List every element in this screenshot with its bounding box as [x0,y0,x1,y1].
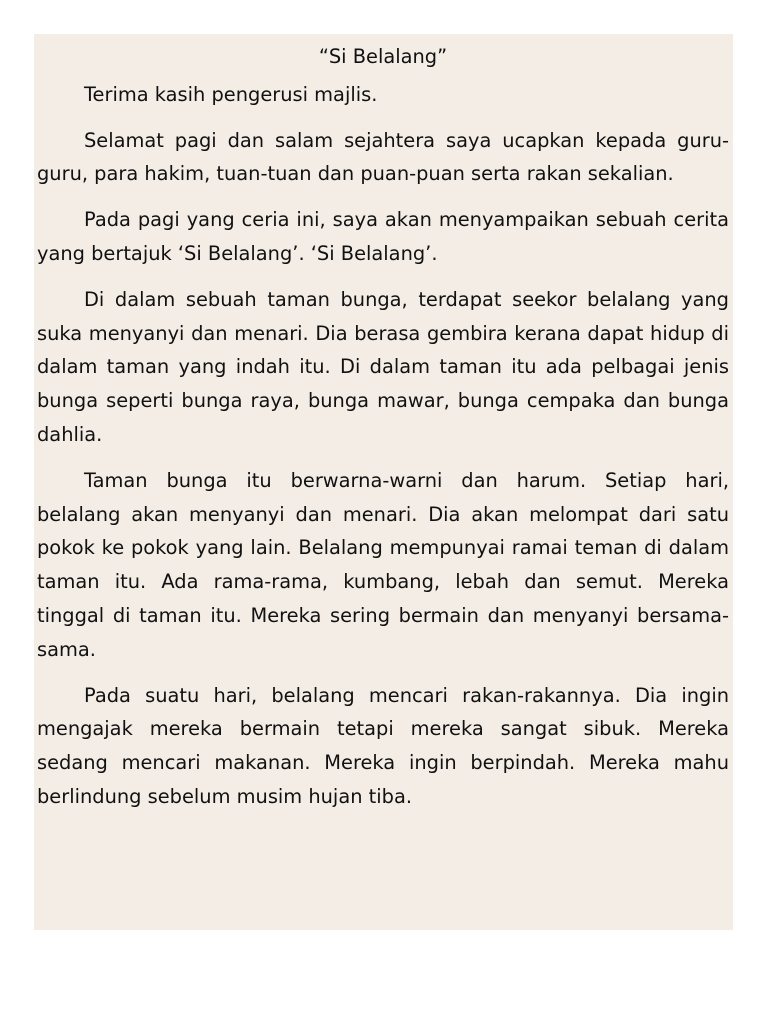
document-text [37,40,729,826]
paragraph-greeting-chair: Terima kasih pengerusi majlis. [84,82,378,106]
paragraph-story-friends: Taman bunga itu berwarna-warni dan harum. Setiap hari, belalang akan menyanyi dan menari. Dia akan melompat dari satu pokok ke pokok yang lain. Belalang mempunyai ramai teman di dalam taman itu. Ada rama-rama, kumbang, lebah dan semut. Mereka tinggal di taman itu. Mereka sering bermain dan menyanyi bersama-sama. [37,468,729,661]
paragraph-story-intro: Pada pagi yang ceria ini, saya akan menyampaikan sebuah cerita yang bertajuk ‘Si Belalang’. ‘Si Belalang’. [37,208,729,265]
paragraph-story-busy: Pada suatu hari, belalang mencari rakan-rakannya. Dia ingin mengajak mereka bermain tetapi mereka sangat sibuk. Mereka sedang mencari makanan. Mereka ingin berpindah. Mereka mahu berlindung sebelum musim hujan tiba. [37,683,729,808]
paragraph-story-garden: Di dalam sebuah taman bunga, terdapat seekor belalang yang suka menyanyi dan menari. Dia berasa gembira kerana dapat hidup di dalam taman yang indah itu. Di dalam taman itu ada pelbagai jenis bunga seperti bunga raya, bunga mawar, bunga cempaka dan bunga dahlia. [37,287,729,446]
document-page [34,34,733,930]
document-title: “Si Belalang” [318,45,448,68]
paragraph-greeting-audience: Selamat pagi dan salam sejahtera saya ucapkan kepada guru-guru, para hakim, tuan-tuan dan puan-puan serta rakan sekalian. [37,128,729,186]
